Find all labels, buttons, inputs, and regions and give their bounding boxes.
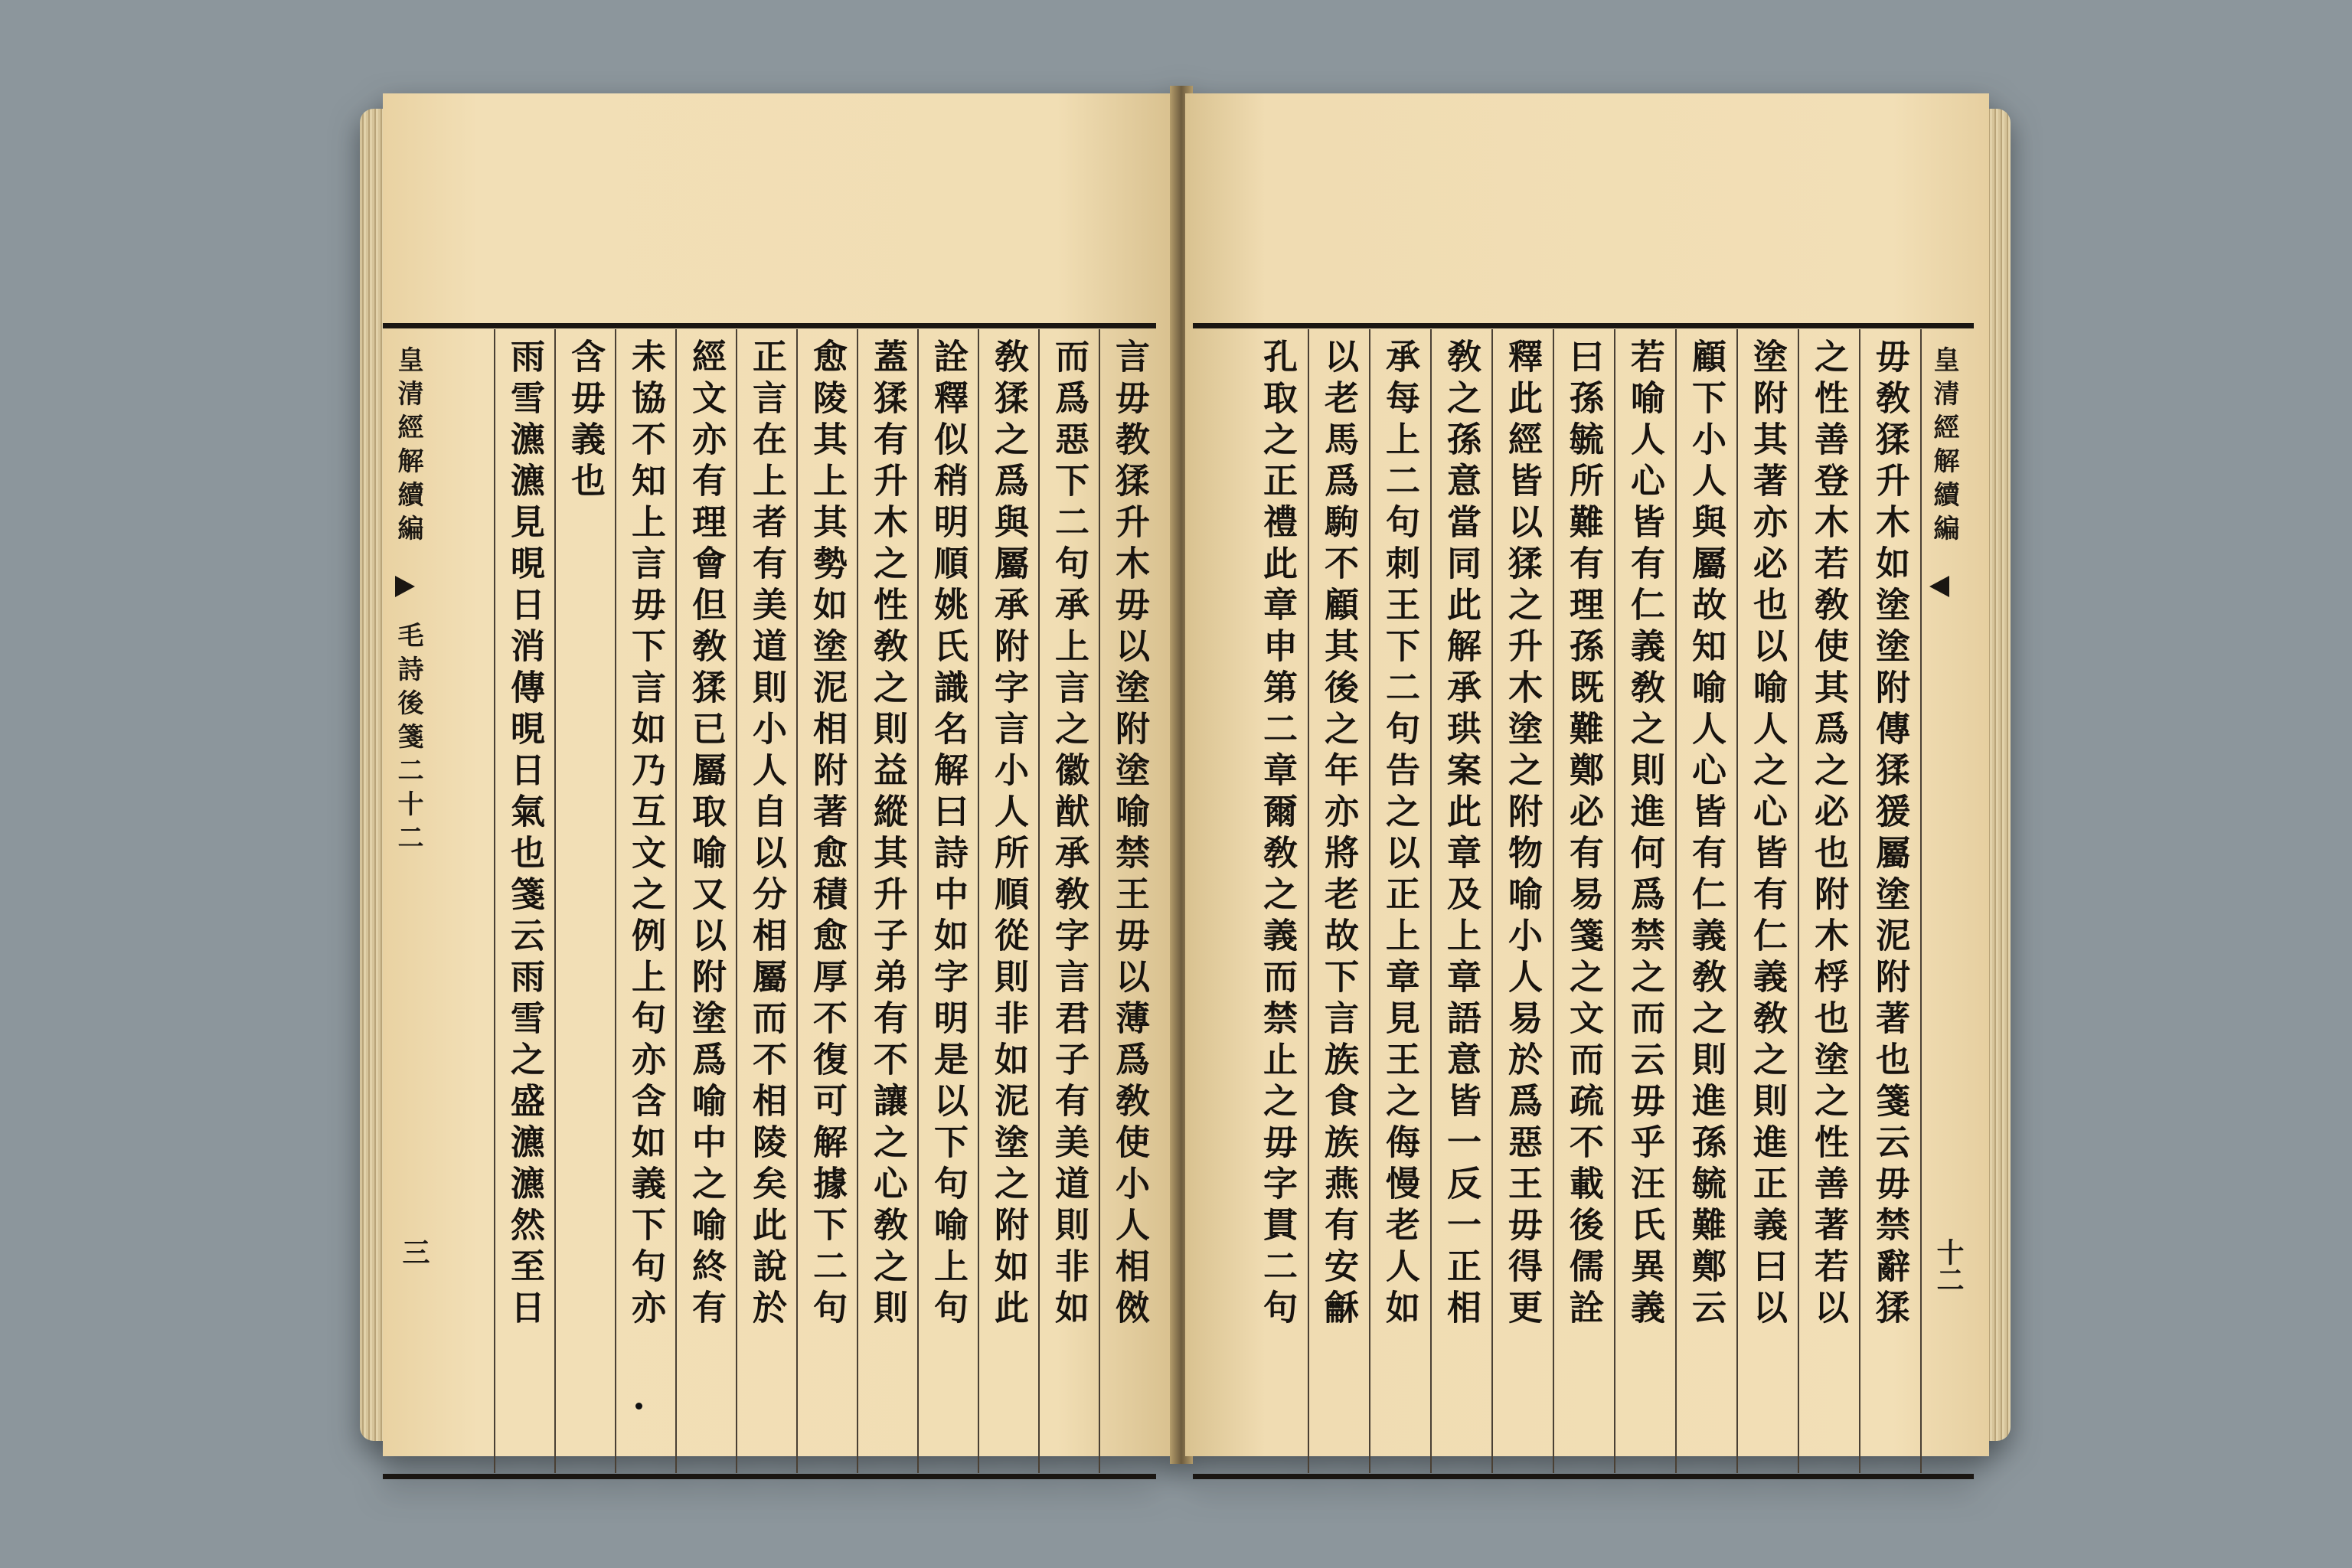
folio-number: 三 <box>398 1238 430 1266</box>
column-rule <box>554 329 556 1473</box>
text-column: 言毋教猱升木毋以塗附塗喻禁王毋以薄爲敎使小人相傚 <box>1109 338 1150 1331</box>
column-rule <box>1859 329 1860 1473</box>
column-rule <box>494 329 495 1473</box>
column-rule <box>1308 329 1309 1473</box>
column-rule <box>1614 329 1615 1473</box>
text-column: 孔取之正禮此章申第二章爾敎之義而禁止之毋字貫二句 <box>1257 338 1298 1331</box>
folio-number: 十二 <box>1932 1238 1965 1293</box>
bottom-rule <box>1193 1474 1974 1479</box>
text-column: 之性善登木若敎使其爲之必也附木桴也塗之性善著若以 <box>1808 338 1849 1331</box>
bottom-rule <box>383 1474 1156 1479</box>
text-column: 正言在上者有美道則小人自以分相屬而不相陵矣此說於 <box>746 338 787 1331</box>
margin-title: 皇清經解續編 <box>393 346 423 548</box>
column-rule <box>917 329 919 1473</box>
right-page <box>1185 93 1989 1456</box>
column-rule <box>1553 329 1554 1473</box>
text-column: 塗附其著亦必也以喻人之心皆有仁義敎之則進正義曰以 <box>1747 338 1788 1331</box>
ink-dot <box>635 1403 642 1410</box>
top-rule <box>1193 323 1974 328</box>
text-column: 以老馬爲駒不顧其後之年亦將老故下言族食族燕有安龢 <box>1318 338 1359 1331</box>
column-rule <box>1099 329 1100 1473</box>
column-rule <box>1491 329 1493 1473</box>
column-rule <box>1430 329 1432 1473</box>
text-column: 毋敎猱升木如塗塗附傳猱猨屬塗泥附著也箋云毋禁辭猱 <box>1870 338 1910 1331</box>
column-rule <box>978 329 979 1473</box>
column-rule <box>675 329 677 1473</box>
column-rule <box>1675 329 1677 1473</box>
fish-tail-mark <box>395 576 415 597</box>
column-rule <box>1038 329 1040 1473</box>
text-column: 蓋猱有升木之性敎之則益縱其升子弟有不讓之心敎之則 <box>867 338 908 1331</box>
text-column: 釋此經皆以猱之升木塗之附物喻小人易於爲惡王毋得更 <box>1502 338 1543 1331</box>
column-rule <box>1369 329 1370 1473</box>
text-column: 曰孫毓所難有理孫既難鄭必有易箋之文而疏不載後儒詮 <box>1563 338 1604 1331</box>
left-text-block <box>383 323 1156 1479</box>
column-rule <box>1920 329 1922 1473</box>
text-column: 經文亦有理會但敎猱已屬取喻又以附塗爲喻中之喻終有 <box>686 338 727 1331</box>
column-rule <box>857 329 858 1473</box>
text-column: 愈陵其上其勢如塗泥相附著愈積愈厚不復可解據下二句 <box>807 338 848 1331</box>
column-rule <box>1798 329 1799 1473</box>
top-rule <box>383 323 1156 328</box>
text-column: 敎之孫意當同此解承珙案此章及上章語意皆一反一正相 <box>1441 338 1481 1331</box>
fish-tail-mark <box>1929 576 1949 597</box>
text-column: 承每上二句刺王下二句告之以正上章見王之侮慢老人如 <box>1380 338 1420 1331</box>
text-column: 若喻人心皆有仁義敎之則進何爲禁之而云毋乎汪氏異義 <box>1625 338 1665 1331</box>
right-text-block <box>1193 323 1974 1479</box>
text-column: 而爲惡下二句承上言之徽猷承敎字言君子有美道則非如 <box>1049 338 1089 1331</box>
text-column: 雨雪瀌瀌見晛日消傳晛日氣也箋云雨雪之盛瀌瀌然至日 <box>505 338 545 1331</box>
column-rule <box>615 329 616 1473</box>
left-page <box>383 93 1176 1456</box>
column-rule <box>736 329 737 1473</box>
column-rule <box>796 329 798 1473</box>
text-column: 含毋義也 <box>565 338 606 504</box>
text-column: 顧下小人與屬故知喻人心皆有仁義敎之則進孫毓難鄭云 <box>1686 338 1726 1331</box>
chapter-title: 毛詩後箋二十二 <box>393 622 423 858</box>
margin-title: 皇清經解續編 <box>1929 346 1959 548</box>
text-column: 詮釋似稍明順姚氏識名解曰詩中如字明是以下句喻上句 <box>928 338 969 1331</box>
column-rule <box>1736 329 1738 1473</box>
open-book <box>360 86 2011 1464</box>
text-column: 敎猱之爲與屬承附字言小人所順從則非如泥塗之附如此 <box>988 338 1029 1331</box>
text-column: 未協不知上言毋下言如乃互文之例上句亦含如義下句亦 <box>626 338 666 1331</box>
